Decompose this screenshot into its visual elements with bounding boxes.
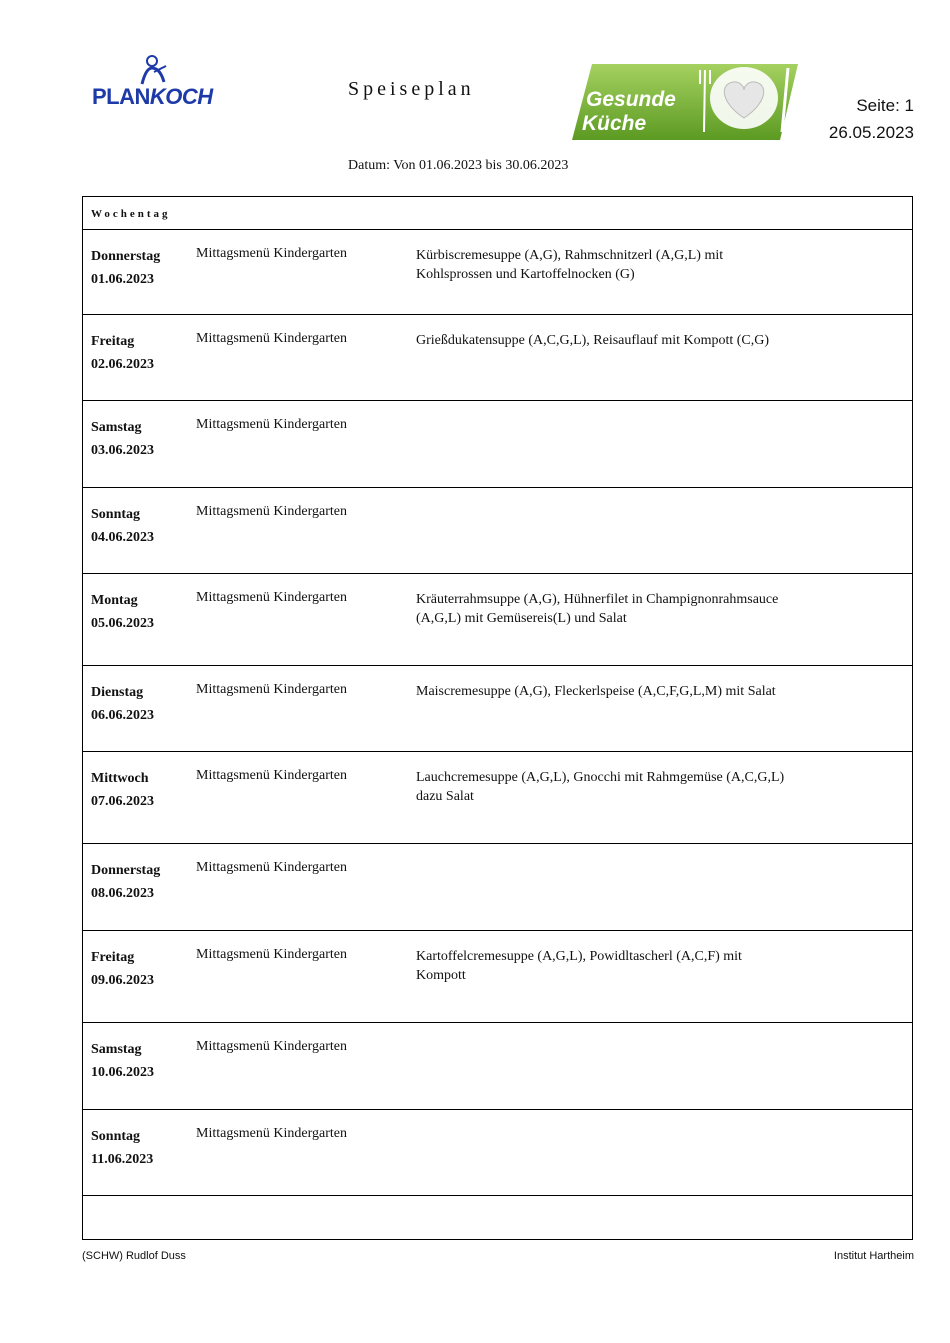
- table-row: [83, 574, 912, 666]
- table-row: [83, 315, 912, 401]
- weekday: Donnerstag: [91, 863, 161, 878]
- day-cell: [91, 681, 154, 727]
- dish-description: Kürbiscremesuppe (A,G), Rahmschnitzerl (A,G,L) mit Kohlsprossen und Kartoffelnocken (G): [416, 248, 724, 282]
- menu-name: Mittagsmenü Kindergarten: [196, 768, 347, 783]
- menu-plan-table: [82, 196, 913, 1240]
- menu-name: Mittagsmenü Kindergarten: [196, 246, 347, 261]
- menu-name: Mittagsmenü Kindergarten: [196, 417, 347, 432]
- menu-name: Mittagsmenü Kindergarten: [196, 1126, 347, 1141]
- weekday: Mittwoch: [91, 771, 149, 786]
- day-cell: [91, 767, 154, 813]
- page-info: [829, 92, 914, 146]
- menu-name: Mittagsmenü Kindergarten: [196, 504, 347, 519]
- date: 05.06.2023: [91, 616, 154, 631]
- weekday: Montag: [91, 593, 138, 608]
- day-cell: [91, 946, 154, 992]
- plate-heart-icon: [710, 67, 778, 129]
- footer-institution: Institut Hartheim: [833, 1250, 914, 1262]
- day-cell: [91, 245, 160, 291]
- date: 09.06.2023: [91, 973, 154, 988]
- table-row: [83, 230, 912, 315]
- table-header-weekday: Wochentag: [83, 197, 912, 230]
- weekday: Sonntag: [91, 1129, 141, 1144]
- table-row: [83, 488, 912, 574]
- day-cell: [91, 859, 160, 905]
- svg-text:Küche: Küche: [582, 112, 647, 135]
- menu-name: Mittagsmenü Kindergarten: [196, 947, 347, 962]
- menu-name: Mittagsmenü Kindergarten: [196, 590, 347, 605]
- dish-description: Kartoffelcremesuppe (A,G,L), Powidltascherl (A,C,F) mit Kompott: [416, 949, 742, 983]
- date: 04.06.2023: [91, 530, 154, 545]
- table-row: [83, 666, 912, 752]
- weekday: Freitag: [91, 950, 135, 965]
- menu-name: Mittagsmenü Kindergarten: [196, 331, 347, 346]
- footer-author: (SCHW) Rudlof Duss: [82, 1250, 186, 1262]
- day-cell: [91, 1125, 153, 1171]
- date: 11.06.2023: [91, 1152, 154, 1167]
- date: 08.06.2023: [91, 886, 154, 901]
- table-row: [83, 931, 912, 1023]
- svg-text:Gesunde: Gesunde: [586, 88, 676, 111]
- print-date: 26.05.2023: [828, 123, 914, 142]
- menu-name: Mittagsmenü Kindergarten: [196, 682, 347, 697]
- day-cell: [91, 1038, 154, 1084]
- table-row: [83, 752, 912, 844]
- weekday: Donnerstag: [91, 249, 161, 264]
- table-row: [83, 401, 912, 488]
- table-row: [83, 1110, 912, 1196]
- weekday: Samstag: [91, 420, 142, 435]
- date: 02.06.2023: [91, 357, 154, 372]
- day-cell: [91, 416, 154, 462]
- weekday: Sonntag: [91, 507, 141, 522]
- dish-description: Maiscremesuppe (A,G), Fleckerlspeise (A,C,F,G,L,M) mit Salat: [416, 684, 776, 699]
- weekday: Samstag: [91, 1042, 142, 1057]
- page-title: Speiseplan: [348, 78, 475, 100]
- day-cell: [91, 330, 154, 376]
- date: 03.06.2023: [91, 443, 154, 458]
- gesunde-kueche-logo: [570, 60, 800, 144]
- menu-name: Mittagsmenü Kindergarten: [196, 1039, 347, 1054]
- dish-description: Grießdukatensuppe (A,C,G,L), Reisauflauf mit Kompott (C,G): [416, 333, 770, 348]
- day-cell: [91, 503, 154, 549]
- date: 07.06.2023: [91, 794, 154, 809]
- table-row-empty: [83, 1196, 912, 1241]
- date-range: Datum: Von 01.06.2023 bis 30.06.2023: [348, 158, 569, 173]
- dish-description: Kräuterrahmsuppe (A,G), Hühnerfilet in Champignonrahmsauce (A,G,L) mit Gemüsereis(L) und Salat: [416, 592, 779, 626]
- day-cell: [91, 589, 154, 635]
- date: 06.06.2023: [91, 708, 154, 723]
- table-row: [83, 1023, 912, 1110]
- weekday: Freitag: [91, 334, 135, 349]
- weekday: Dienstag: [91, 685, 144, 700]
- table-row: [83, 844, 912, 931]
- date: 01.06.2023: [91, 272, 154, 287]
- plankoch-wordmark: PLANKOCH: [92, 84, 213, 109]
- dish-description: Lauchcremesuppe (A,G,L), Gnocchi mit Rahmgemüse (A,C,G,L) dazu Salat: [416, 770, 785, 804]
- page-number: Seite: 1: [856, 96, 914, 115]
- plankoch-logo: [88, 54, 223, 114]
- date: 10.06.2023: [91, 1065, 154, 1080]
- menu-name: Mittagsmenü Kindergarten: [196, 860, 347, 875]
